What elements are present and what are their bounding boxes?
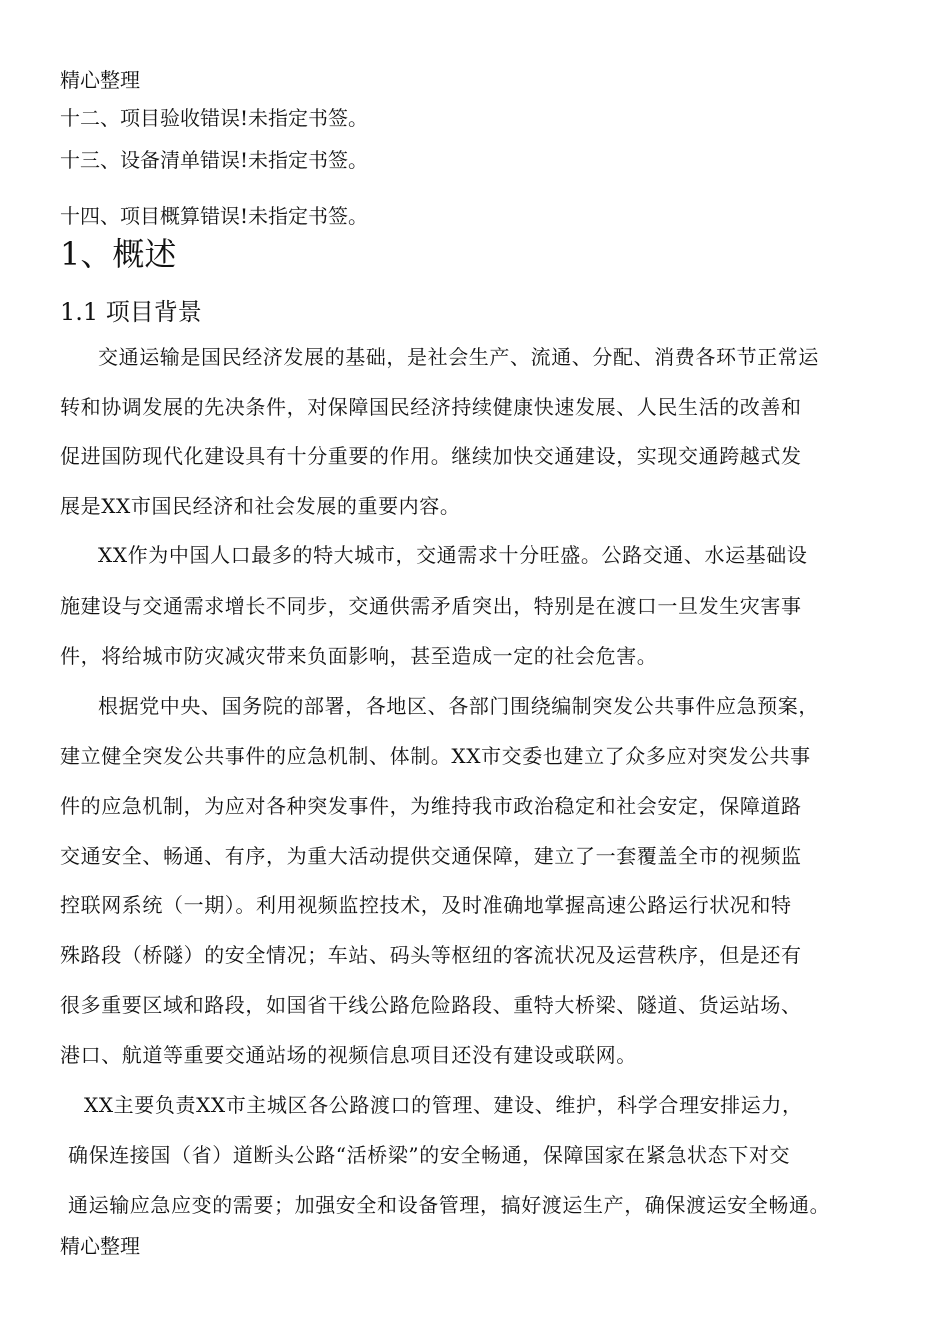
paragraph-4-line-1: XX主要负责XX市主城区各公路渡口的管理、建设、维护，科学合理安排运力， bbox=[84, 1093, 803, 1117]
paragraph-3-line-6: 殊路段（桥隧）的安全情况；车站、码头等枢纽的客流状况及运营秩序，但是还有 bbox=[60, 943, 802, 967]
paragraph-2-line-1: XX作为中国人口最多的特大城市，交通需求十分旺盛。公路交通、水运基础设 bbox=[98, 543, 808, 567]
paragraph-3-line-2: 建立健全突发公共事件的应急机制、体制。XX市交委也建立了众多应对突发公共事 bbox=[60, 744, 811, 768]
paragraph-4-line-3: 通运输应急应变的需要；加强安全和设备管理，搞好渡运生产，确保渡运安全畅通。 bbox=[68, 1193, 831, 1217]
paragraph-1-line-1: 交通运输是国民经济发展的基础，是社会生产、流通、分配、消费各环节正常运 bbox=[98, 345, 819, 369]
toc-entry-12: 十二、项目验收错误!未指定书签。 bbox=[60, 106, 369, 130]
paragraph-3-line-8: 港口、航道等重要交通站场的视频信息项目还没有建设或联网。 bbox=[60, 1043, 637, 1067]
paragraph-3-line-7: 很多重要区域和路段，如国省干线公路危险路段、重特大桥梁、隧道、货运站场、 bbox=[60, 993, 802, 1017]
section-heading-overview: 1、概述 bbox=[60, 235, 177, 273]
paragraph-3-line-5: 控联网系统（一期）。利用视频监控技术，及时准确地掌握高速公路运行状况和特 bbox=[60, 893, 792, 917]
paragraph-3-line-4: 交通安全、畅通、有序，为重大活动提供交通保障，建立了一套覆盖全市的视频监 bbox=[60, 844, 802, 868]
toc-entry-13: 十三、设备清单错误!未指定书签。 bbox=[60, 148, 369, 172]
paragraph-1-line-2: 转和协调发展的先决条件，对保障国民经济持续健康快速发展、人民生活的改善和 bbox=[60, 395, 802, 419]
subsection-heading-background: 1.1 项目背景 bbox=[60, 298, 202, 326]
paragraph-4-line-2: 确保连接国（省）道断头公路“活桥梁”的安全畅通，保障国家在紧急状态下对交 bbox=[68, 1143, 791, 1167]
paragraph-1-line-4: 展是XX市国民经济和社会发展的重要内容。 bbox=[60, 494, 461, 518]
page-header: 精心整理 bbox=[60, 68, 140, 92]
paragraph-1-line-3: 促进国防现代化建设具有十分重要的作用。继续加快交通建设，实现交通跨越式发 bbox=[60, 444, 802, 468]
toc-entry-14: 十四、项目概算错误!未指定书签。 bbox=[60, 204, 369, 228]
paragraph-2-line-2: 施建设与交通需求增长不同步，交通供需矛盾突出，特别是在渡口一旦发生灾害事 bbox=[60, 594, 802, 618]
page-footer: 精心整理 bbox=[60, 1234, 140, 1258]
paragraph-3-line-1: 根据党中央、国务院的部署，各地区、各部门围绕编制突发公共事件应急预案， bbox=[98, 694, 819, 718]
paragraph-3-line-3: 件的应急机制，为应对各种突发事件，为维持我市政治稳定和社会安定，保障道路 bbox=[60, 794, 802, 818]
paragraph-2-line-3: 件，将给城市防灾减灾带来负面影响，甚至造成一定的社会危害。 bbox=[60, 644, 658, 668]
